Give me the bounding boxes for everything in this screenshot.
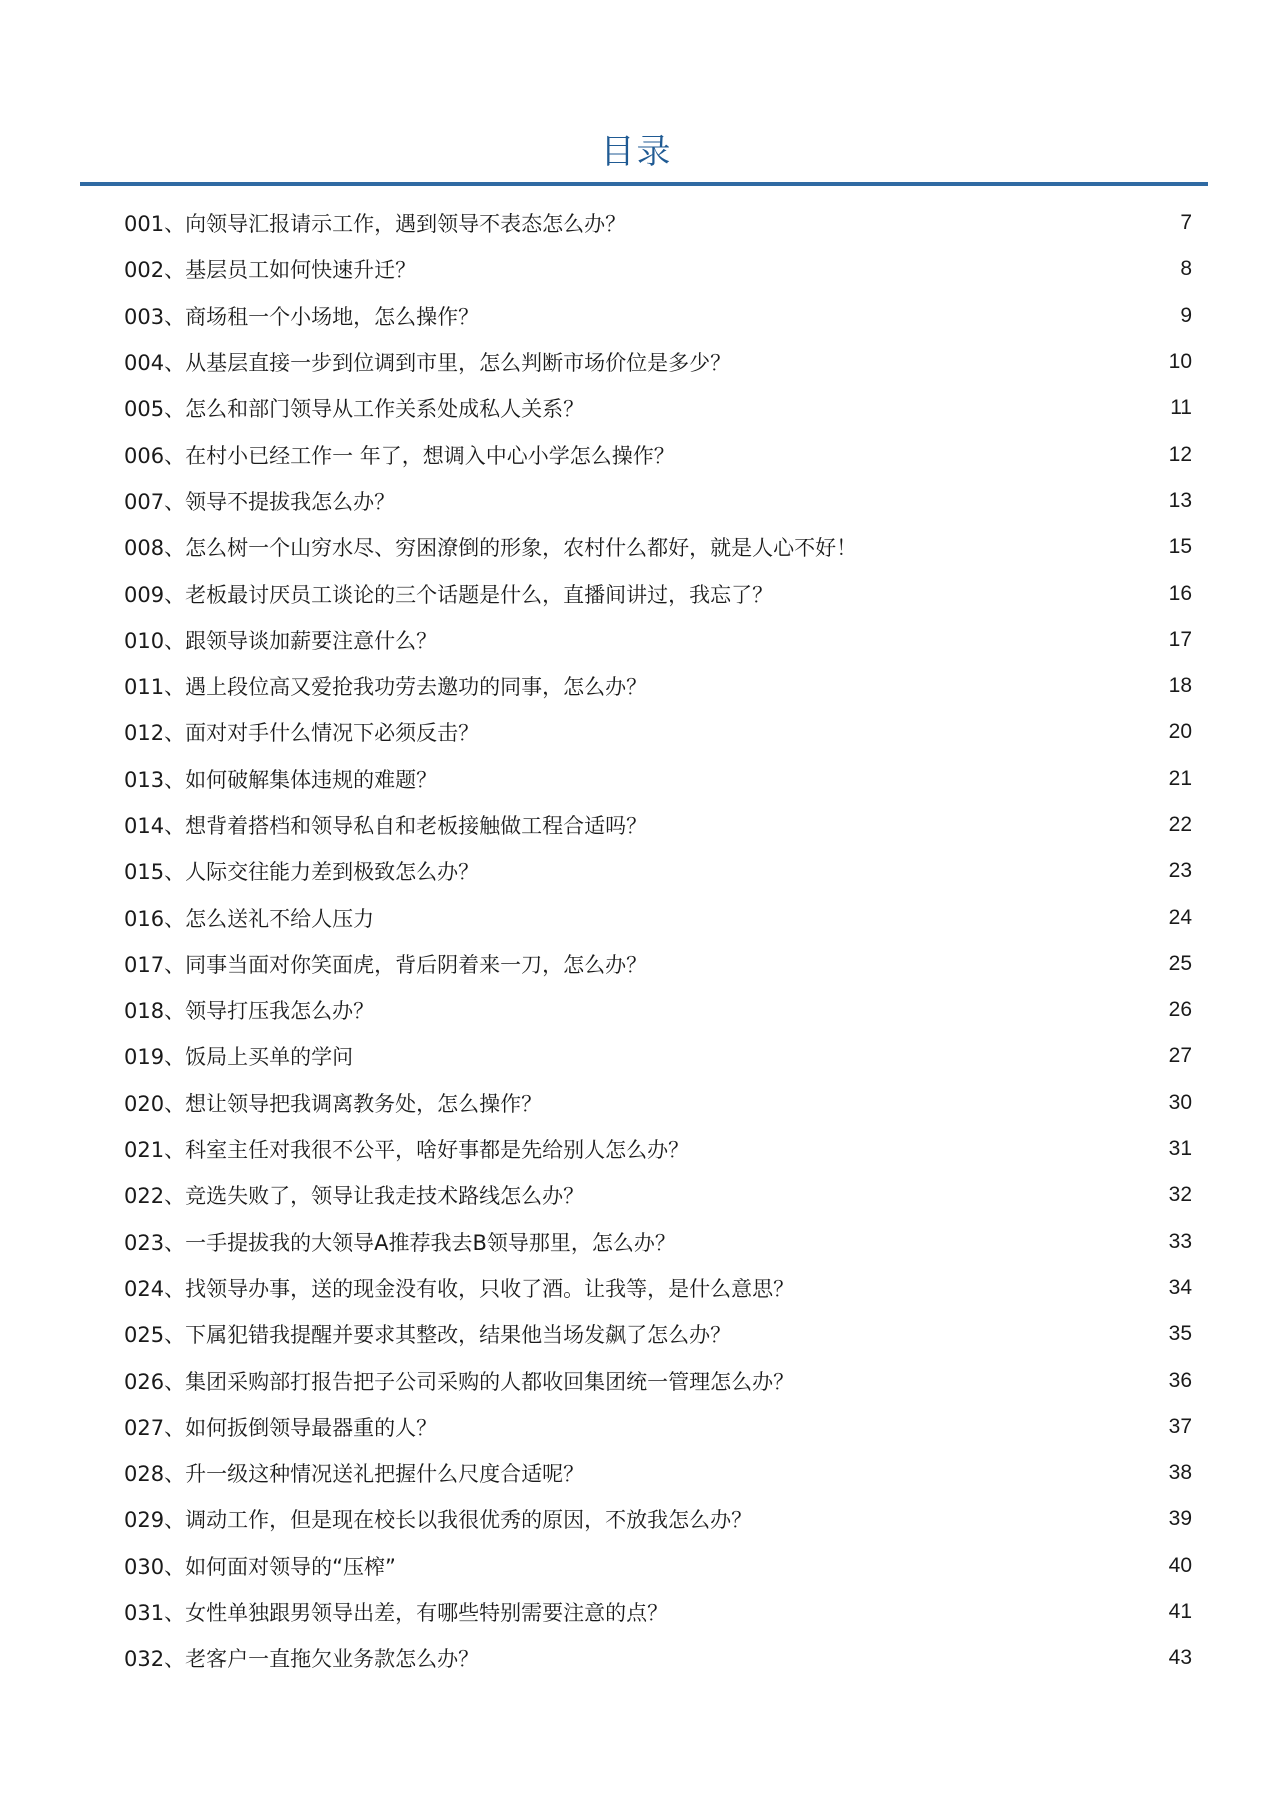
toc-entry[interactable] — [124, 1589, 1192, 1635]
toc-entry-title: 005、怎么和部门领导从工作关系处成私人关系？ — [124, 397, 585, 422]
toc-entry-title: 022、竞选失败了，领导让我走技术路线怎么办？ — [124, 1184, 585, 1209]
toc-entry[interactable] — [124, 802, 1192, 848]
toc-entry-page-number: 16 — [1168, 581, 1192, 605]
toc-entry-title: 015、人际交往能力差到极致怎么办？ — [124, 860, 480, 885]
toc-entry[interactable] — [124, 1311, 1192, 1357]
toc-entry-title: 024、找领导办事，送的现金没有收，只收了酒。让我等，是什么意思？ — [124, 1276, 795, 1301]
toc-entry[interactable] — [124, 1033, 1192, 1079]
toc-entry[interactable] — [124, 431, 1192, 477]
toc-entry-title: 028、升一级这种情况送礼把握什么尺度合适呢？ — [124, 1462, 585, 1487]
toc-entry-page-number: 39 — [1168, 1507, 1192, 1531]
toc-entry-page-number: 11 — [1170, 396, 1192, 420]
toc-entry-page-number: 25 — [1168, 951, 1192, 975]
toc-entry-title: 008、怎么树一个山穷水尽、穷困潦倒的形象，农村什么都好，就是人心不好！ — [124, 536, 858, 561]
toc-entry-title: 020、想让领导把我调离教务处，怎么操作？ — [124, 1091, 543, 1116]
page-title: 目录 — [600, 132, 673, 172]
toc-entry-title: 013、如何破解集体违规的难题？ — [124, 767, 438, 792]
toc-entry-page-number: 15 — [1168, 535, 1192, 559]
toc-entry-title: 018、领导打压我怎么办？ — [124, 999, 375, 1024]
toc-entry-title: 004、从基层直接一步到位调到市里，怎么判断市场价位是多少？ — [124, 351, 732, 376]
toc-entry-title: 017、同事当面对你笑面虎，背后阴着来一刀，怎么办？ — [124, 952, 648, 977]
toc-entry-title: 009、老板最讨厌员工谈论的三个话题是什么，直播间讲过，我忘了？ — [124, 582, 774, 607]
toc-entry[interactable] — [124, 1635, 1192, 1681]
toc-entry-title: 012、面对对手什么情况下必须反击？ — [124, 721, 480, 746]
toc-entry[interactable] — [124, 524, 1192, 570]
toc-entry-title: 003、商场租一个小场地，怎么操作？ — [124, 304, 480, 329]
toc-entry[interactable] — [124, 663, 1192, 709]
toc-entry-page-number: 27 — [1168, 1044, 1192, 1068]
toc-entry-page-number: 12 — [1168, 442, 1192, 466]
toc-entry[interactable] — [124, 617, 1192, 663]
toc-entry-page-number: 43 — [1168, 1646, 1192, 1670]
toc-entry[interactable] — [124, 894, 1192, 940]
toc-entry[interactable] — [124, 1450, 1192, 1496]
toc-entry-title: 016、怎么送礼不给人压力 — [124, 906, 375, 931]
toc-entry-title: 002、基层员工如何快速升迁？ — [124, 258, 417, 283]
toc-entry[interactable] — [124, 1496, 1192, 1542]
toc-entry-page-number: 37 — [1168, 1414, 1192, 1438]
toc-entry[interactable] — [124, 385, 1192, 431]
toc-entry-page-number: 10 — [1168, 350, 1192, 374]
title-divider — [80, 182, 1208, 186]
toc-entry-page-number: 17 — [1168, 627, 1192, 651]
toc-entry[interactable] — [124, 941, 1192, 987]
toc-entry-page-number: 40 — [1168, 1553, 1192, 1577]
toc-entry-title: 023、一手提拔我的大领导A推荐我去B领导那里，怎么办？ — [124, 1230, 676, 1255]
toc-entry-page-number: 8 — [1180, 257, 1192, 281]
toc-entry-page-number: 24 — [1168, 905, 1192, 929]
toc-entry-title: 027、如何扳倒领导最器重的人？ — [124, 1415, 438, 1440]
toc-entry[interactable] — [124, 987, 1192, 1033]
toc-entry-title: 011、遇上段位高又爱抢我功劳去邀功的同事，怎么办？ — [124, 675, 648, 700]
toc-entry-page-number: 38 — [1168, 1461, 1192, 1485]
toc-entry-page-number: 7 — [1180, 211, 1192, 235]
toc-entry-title: 025、下属犯错我提醒并要求其整改，结果他当场发飙了怎么办？ — [124, 1323, 732, 1348]
toc-entry-page-number: 30 — [1168, 1090, 1192, 1114]
toc-entry-title: 021、科室主任对我很不公平，啥好事都是先给别人怎么办？ — [124, 1138, 690, 1163]
toc-entry-title: 010、跟领导谈加薪要注意什么？ — [124, 628, 438, 653]
toc-entry-page-number: 21 — [1168, 766, 1192, 790]
toc-entry[interactable] — [124, 1172, 1192, 1218]
toc-entry[interactable] — [124, 478, 1192, 524]
toc-entry-page-number: 20 — [1168, 720, 1192, 744]
toc-entry[interactable] — [124, 1080, 1192, 1126]
toc-entry-page-number: 22 — [1168, 813, 1192, 836]
toc-entry-page-number: 18 — [1168, 674, 1192, 698]
toc-entry[interactable] — [124, 1126, 1192, 1172]
toc-list — [124, 200, 1192, 1682]
toc-entry-page-number: 34 — [1168, 1275, 1192, 1299]
toc-entry[interactable] — [124, 709, 1192, 755]
toc-entry[interactable] — [124, 200, 1192, 246]
toc-entry-page-number: 35 — [1168, 1322, 1192, 1346]
toc-entry-page-number: 41 — [1168, 1600, 1192, 1624]
toc-entry-title: 032、老客户一直拖欠业务款怎么办？ — [124, 1647, 480, 1672]
toc-entry-title: 030、如何面对领导的“压榨” — [124, 1554, 396, 1579]
toc-entry-page-number: 23 — [1168, 859, 1192, 883]
toc-entry-title: 019、饭局上买单的学问 — [124, 1045, 354, 1070]
toc-entry[interactable] — [124, 1543, 1192, 1589]
toc-entry-page-number: 9 — [1180, 303, 1192, 327]
toc-entry[interactable] — [124, 1404, 1192, 1450]
toc-entry[interactable] — [124, 848, 1192, 894]
toc-entry-title: 029、调动工作，但是现在校长以我很优秀的原因，不放我怎么办？ — [124, 1508, 753, 1533]
toc-entry[interactable] — [124, 293, 1192, 339]
toc-entry-page-number: 36 — [1168, 1368, 1192, 1392]
toc-entry-title: 006、在村小已经工作一 年了，想调入中心小学怎么操作？ — [124, 443, 675, 468]
toc-entry-page-number: 13 — [1168, 488, 1192, 512]
toc-entry[interactable] — [124, 1265, 1192, 1311]
toc-entry-page-number: 33 — [1168, 1229, 1192, 1253]
toc-entry-title: 026、集团采购部打报告把子公司采购的人都收回集团统一管理怎么办？ — [124, 1369, 795, 1394]
toc-entry-page-number: 26 — [1168, 998, 1192, 1022]
toc-entry-title: 001、向领导汇报请示工作，遇到领导不表态怎么办？ — [124, 212, 627, 237]
toc-entry[interactable] — [124, 339, 1192, 385]
toc-entry-page-number: 31 — [1168, 1137, 1192, 1161]
toc-entry[interactable] — [124, 570, 1192, 616]
toc-entry[interactable] — [124, 1357, 1192, 1403]
toc-entry-title: 007、领导不提拔我怎么办？ — [124, 489, 396, 514]
toc-entry[interactable] — [124, 1219, 1192, 1265]
toc-entry-title: 031、女性单独跟男领导出差，有哪些特别需要注意的点？ — [124, 1601, 669, 1626]
toc-entry[interactable] — [124, 246, 1192, 292]
toc-entry-page-number: 32 — [1168, 1183, 1192, 1207]
toc-entry-title: 014、想背着搭档和领导私自和老板接触做工程合适吗？ — [124, 814, 648, 838]
toc-entry[interactable] — [124, 756, 1192, 802]
